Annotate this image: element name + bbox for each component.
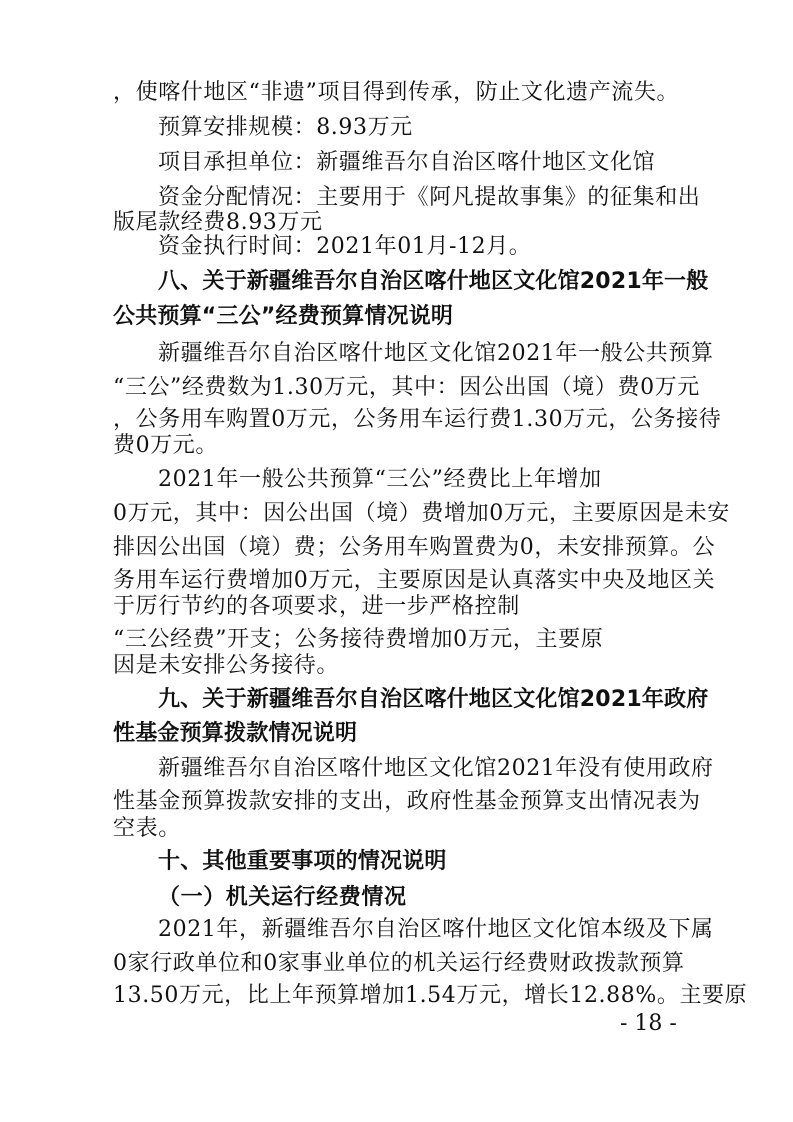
paragraph-line: “三公经费”开支；公务接待费增加0万元，主要原 [113,627,604,652]
paragraph-line: ，使喀什地区“非遗”项目得到传承，防止文化遗产流失。 [113,80,680,105]
paragraph-line: 于厉行节约的各项要求，进一步严格控制 [113,594,520,619]
paragraph-line: 2021年一般公共预算“三公”经费比上年增加 [158,467,602,492]
section-heading-10: 十、其他重要事项的情况说明 [158,849,447,874]
execution-time-line: 资金执行时间：2021年01月-12月。 [158,234,532,259]
section-heading-9: 九、关于新疆维吾尔自治区喀什地区文化馆2021年政府 [158,687,709,712]
paragraph-line: 0家行政单位和0家事业单位的机关运行经费财政拨款预算 [113,951,685,976]
paragraph-line: 性基金预算拨款安排的支出，政府性基金预算支出情况表为 [113,789,701,814]
paragraph-line: 新疆维吾尔自治区喀什地区文化馆2021年没有使用政府 [158,756,714,781]
paragraph-line: 2021年，新疆维吾尔自治区喀什地区文化馆本级及下属 [158,917,714,942]
subsection-heading-1: （一）机关运行经费情况 [158,884,407,910]
paragraph-line: 因是未安排公务接待。 [113,653,340,678]
fund-allocation-line: 资金分配情况：主要用于《阿凡提故事集》的征集和出 [158,185,701,210]
paragraph-line: 13.50万元，比上年预算增加1.54万元，增长12.88%。主要原 [113,983,748,1008]
paragraph-line: ，公务用车购置0万元，公务用车运行费1.30万元，公务接待 [113,407,722,432]
paragraph-line: “三公”经费数为1.30万元，其中：因公出国（境）费0万元 [113,375,700,400]
paragraph-line: 费0万元。 [113,433,218,458]
paragraph-line: 0万元，其中：因公出国（境）费增加0万元，主要原因是未安 [113,501,730,526]
budget-scale-line: 预算安排规模：8.93万元 [158,115,413,140]
section-heading-8: 八、关于新疆维吾尔自治区喀什地区文化馆2021年一般 [158,269,709,294]
paragraph-line: 版尾款经费8.93万元 [113,210,323,235]
project-unit-line: 项目承担单位：新疆维吾尔自治区喀什地区文化馆 [158,150,656,175]
paragraph-line: 空表。 [113,816,181,841]
section-heading-8-cont: 公共预算“三公”经费预算情况说明 [113,304,454,329]
section-heading-9-cont: 性基金预算拨款情况说明 [113,721,358,746]
paragraph-line: 排因公出国（境）费；公务用车购置费为0，未安排预算。公 [113,535,716,560]
page-number: - 18 - [620,1011,677,1036]
paragraph-line: 新疆维吾尔自治区喀什地区文化馆2021年一般公共预算 [158,341,714,366]
paragraph-line: 务用车运行费增加0万元，主要原因是认真落实中央及地区关 [113,568,716,593]
